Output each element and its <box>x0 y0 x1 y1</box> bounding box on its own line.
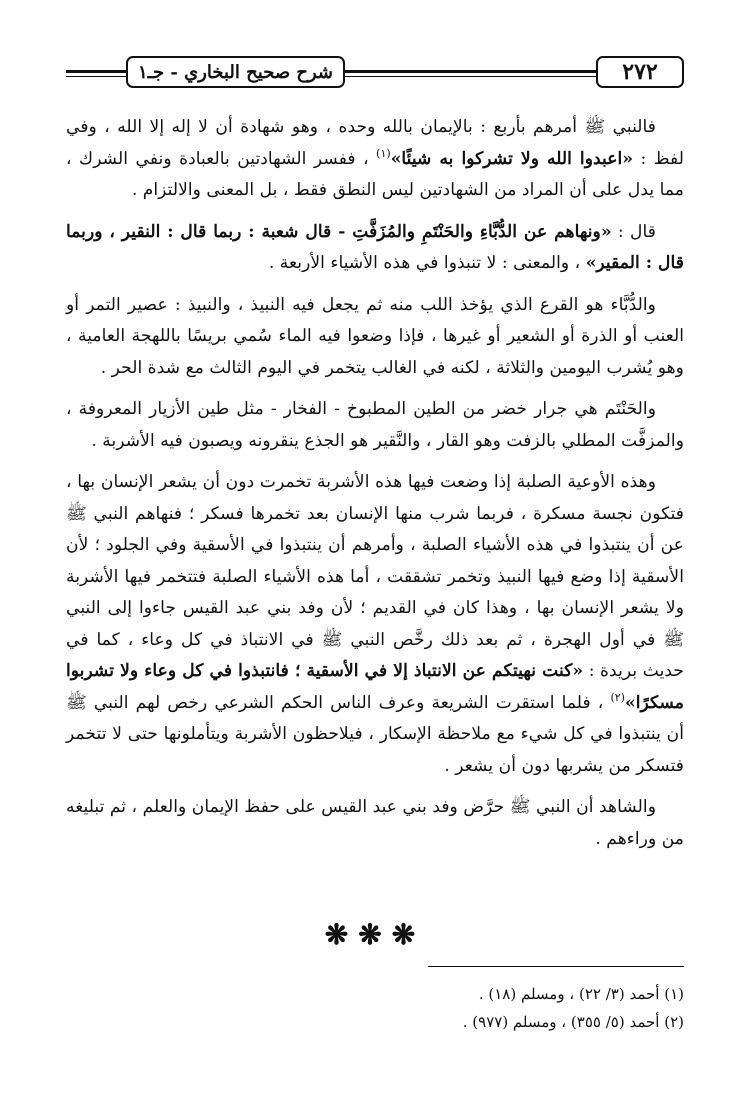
hadith-quote: «ونهاهم عن الدُّبَّاءِ والحَنْتَمِ والمُزَفَّتِ - قال شعبة : ربما قال : النقير ، وربما قال : المقير» <box>66 221 684 273</box>
paragraph: فالنبي ﷺ أمرهم بأربع : بالإيمان بالله وحده ، وهو شهادة أن لا إله إلا الله ، وفي لفظ : «اعبدوا الله ولا تشركوا به شيئًا»$^{(١)}$ ، ففسر الشهادتين بالعبادة ونفي الشرك ، مما يدل على أن المراد من الشهادتين ليس النطق فقط ، بل المعنى والالتزام . <box>66 117 684 200</box>
footnote-rule <box>428 966 684 967</box>
paragraph: والشاهد أن النبي ﷺ حرَّض وفد بني عبد القيس على حفظ الإيمان والعلم ، ثم تبليغه من وراءهم . <box>66 797 684 849</box>
hadith-quote: «اعبدوا الله ولا تشركوا به شيئًا» <box>390 148 633 169</box>
footnote-ref: (١) <box>376 146 391 160</box>
footnote-ref: (٢) <box>610 690 625 704</box>
paragraph: والحَنْتَم هي جرار خضر من الطين المطبوخ - الفخار - مثل طين الأزيار المعروفة ، والمزفَّت المطلي بالزفت وهو القار ، والنَّقير هو الجذع ينقرونه ويصبون فيه الأشربة . <box>66 399 684 451</box>
page-number: ٢٧٢ <box>596 56 684 88</box>
paragraph: قال : «ونهاهم عن الدُّبَّاءِ والحَنْتَمِ والمُزَفَّتِ - قال شعبة : ربما قال : النقير ، وربما قال : المقير» ، والمعنى : لا تنبذوا في هذه الأشياء الأربعة . <box>66 221 684 273</box>
section-separator: ❋❋❋ <box>324 918 426 951</box>
paragraph: والدُّبَّاء هو القرع الذي يؤخذ اللب منه ثم يجعل فيه النبيذ ، والنبيذ : عصير التمر أو العنب أو الذرة أو الشعير أو غيرها ، فإذا وضعوا فيه الماء سُمي بريسًا باللهجة العامية ، وهو يُشرب اليومين والثلاثة ، لكنه في الغالب يتخمر في اليوم الثالث مع شدة الحر . <box>66 294 684 378</box>
footnote-2: (٢) أحمد (٥/ ٣٥٥) ، ومسلم (٩٧٧) . <box>462 1013 684 1031</box>
page-header <box>66 56 684 88</box>
running-title: شرح صحيح البخاري - جـ١ <box>126 56 345 88</box>
footnote-1: (١) أحمد (٣/ ٢٢) ، ومسلم (١٨) . <box>478 985 684 1003</box>
hadith-quote: «كنت نهيتكم عن الانتباذ إلا في الأسقية ؛ فانتبذوا في كل وعاء ولا تشربوا مسكرًا» <box>66 661 684 713</box>
footnotes <box>66 980 684 1036</box>
paragraph: وهذه الأوعية الصلبة إذا وضعت فيها هذه الأشربة تخمرت دون أن يشعر الإنسان بها ، فتكون نجسة مسكرة ، فربما شرب منها الإنسان بعد تخمرها فسكر ؛ فنهاهم النبي ﷺ عن أن ينتبذوا في هذه الأشياء الصلبة ، وأمرهم أن ينتبذوا في الأسقية وفي الجلود ؛ لأن الأسقية إذا وضع فيها النبيذ وتخمر تشققت ، أما هذه الأشياء الصلبة فتتخمر فيها الأشربة ولا يشعر الإنسان بها ، وهذا كان في القديم ؛ لأن وفد بني عبد القيس جاءوا إلى النبي ﷺ في أول الهجرة ، ثم بعد ذلك رخَّص النبي ﷺ في الانتباذ في كل وعاء ، كما في حديث بريدة : «كنت نهيتكم عن الانتباذ إلا في الأسقية ؛ فانتبذوا في كل وعاء ولا تشربوا مسكرًا»$^{(٢)}$ ، فلما استقرت الشريعة وعرف الناس الحكم الشرعي رخص لهم النبي ﷺ أن ينتبذوا في كل شيء مع ملاحظة الإسكار ، فيلاحظون الأشربة ويتأملونها حتى لا تتخمر فتسكر من يشربها دون أن يشعر . <box>66 472 684 776</box>
body-text <box>66 112 684 855</box>
